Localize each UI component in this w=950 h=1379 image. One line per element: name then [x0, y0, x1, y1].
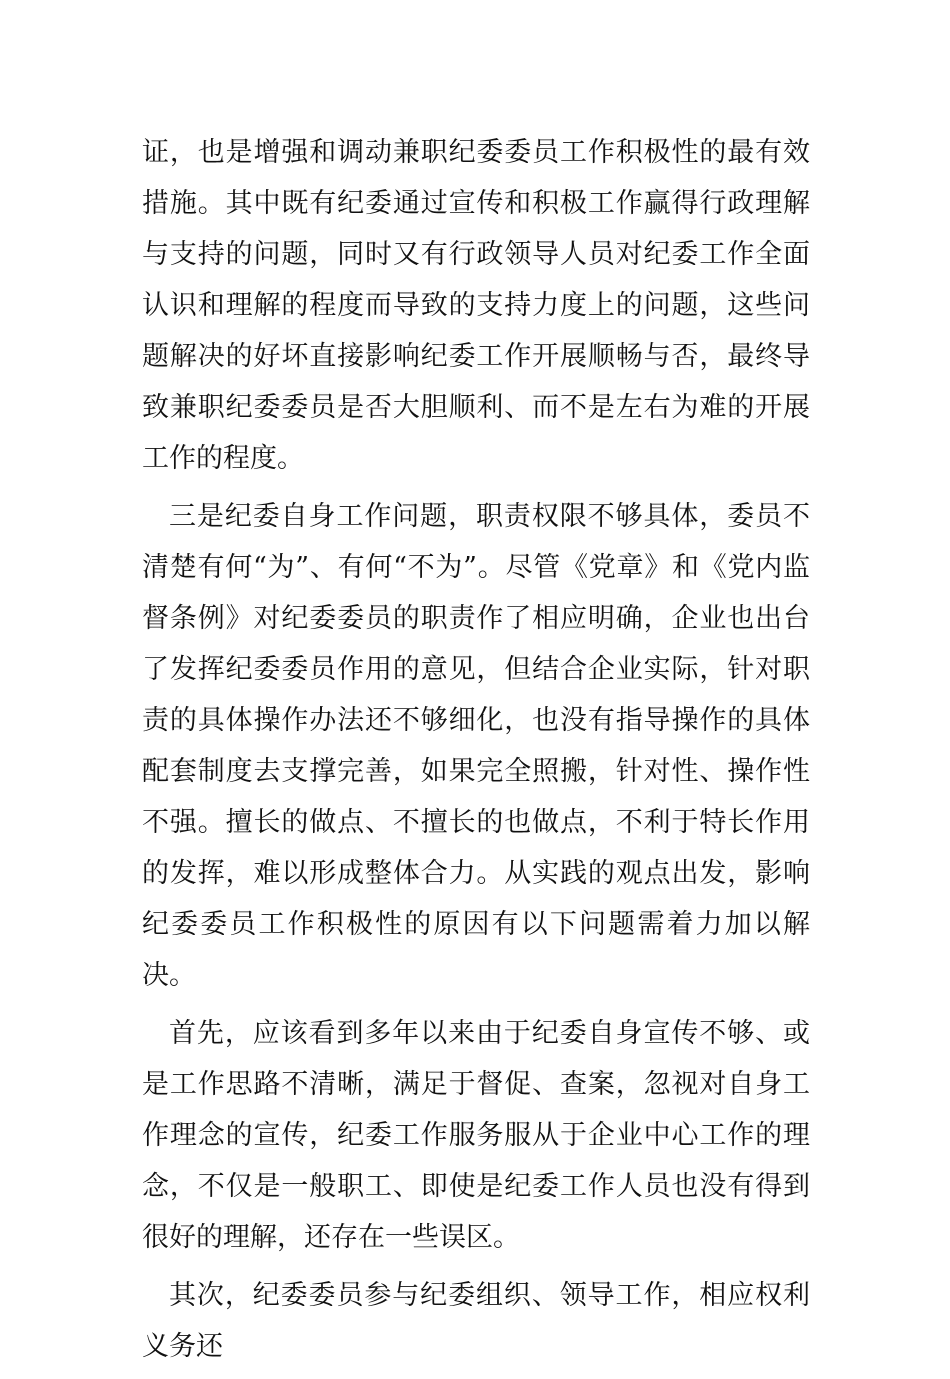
- paragraph-continued: 证，也是增强和调动兼职纪委委员工作积极性的最有效措施。其中既有纪委通过宣传和积极工作赢得行政理解与支持的问题，同时又有行政领导人员对纪委工作全面认识和理解的程度而导致的支持力度上的问题，这些问题解决的好坏直接影响纪委工作开展顺畅与否，最终导致兼职纪委委员是否大胆顺利、而不是左右为难的开展工作的程度。: [142, 137, 810, 474]
- paragraph-second-point: 其次，纪委委员参与纪委组织、领导工作，相应权利义务还: [142, 1280, 810, 1362]
- paragraph-third-issue: 三是纪委自身工作问题，职责权限不够具体，委员不清楚有何“为”、有何“不为”。尽管《党章》和《党内监督条例》对纪委委员的职责作了相应明确，企业也出台了发挥纪委委员作用的意见，但结合企业实际，针对职责的具体操作办法还不够细化，也没有指导操作的具体配套制度去支撑完善，如果完全照搬，针对性、操作性不强。擅长的做点、不擅长的也做点，不利于特长作用的发挥，难以形成整体合力。从实践的观点出发，影响纪委委员工作积极性的原因有以下问题需着力加以解决。: [142, 501, 810, 991]
- document-body: [142, 127, 810, 1379]
- paragraph-first-point: 首先，应该看到多年以来由于纪委自身宣传不够、或是工作思路不清晰，满足于督促、查案，忽视对自身工作理念的宣传，纪委工作服务服从于企业中心工作的理念，不仅是一般职工、即使是纪委工作人员也没有得到很好的理解，还存在一些误区。: [142, 1018, 810, 1253]
